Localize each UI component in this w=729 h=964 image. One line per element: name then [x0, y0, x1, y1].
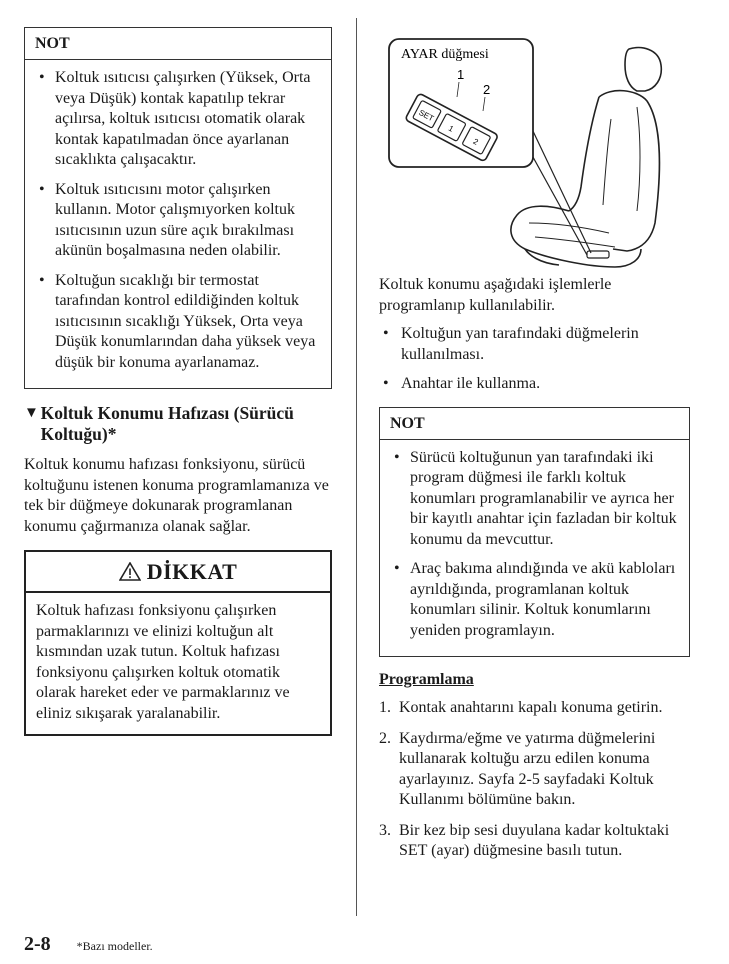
note-box-memory: [379, 407, 690, 658]
caution-box: [24, 550, 332, 736]
page-footer: [24, 933, 153, 956]
page-number: 2-8: [24, 933, 51, 955]
note-list: [25, 60, 331, 388]
note-box-heater: [24, 27, 332, 389]
caution-text: Koltuk hafızası fonksiyonu çalışırken parmaklarınızı ve elinizi koltuğun alt kısmından uzak tutun. Koltuk hafızası fonksiyonu çalışırken koltuk otomatik olarak hareket eder ve parmaklarınız ve eliniz sıkışarak yaralanabilir.: [36, 602, 290, 722]
step-text: Kontak anahtarını kapalı konuma getirin.: [399, 699, 663, 716]
programming-subheading: Programlama: [379, 671, 474, 688]
seat-illustration: [379, 27, 684, 269]
left-column: [24, 27, 332, 736]
figure-label-1: 1: [457, 67, 465, 82]
caution-heading: [26, 552, 330, 593]
step-number: 1.: [379, 699, 391, 716]
section-triangle-icon: ▼: [24, 405, 39, 421]
section-title-text: Koltuk Konumu Hafızası (Sürücü Koltuğu)*: [40, 403, 294, 444]
note-heading: NOT: [380, 408, 689, 440]
method-item: • Anahtar ile kullanma.: [379, 374, 690, 395]
right-column: [379, 27, 690, 872]
note-heading: NOT: [25, 28, 331, 60]
button-2-label: 2: [471, 136, 480, 147]
callout-label: AYAR düğmesi: [401, 47, 489, 62]
step-number: 3.: [379, 821, 391, 839]
step-text: Bir kez bip sesi duyulana kadar koltuktaki SET (ayar) düğmesine basılı tutun.: [399, 821, 670, 859]
button-1-label: 1: [446, 123, 456, 134]
note-list: [380, 440, 689, 657]
step-number: 2.: [379, 729, 391, 747]
footnote: *Bazı modeller.: [76, 939, 153, 953]
method-item: • Koltuğun yan tarafındaki düğmelerin kullanılması.: [379, 324, 690, 365]
programming-intro: Koltuk konumu aşağıdaki işlemlerle programlanıp kullanılabilir.: [379, 276, 612, 314]
step-text: Kaydırma/eğme ve yatırma düğmelerini kullanarak koltuğu arzu edilen konuma ayarlayınız. Sayfa 2-5 sayfadaki Koltuk Kullanımı bölümüne bakın.: [399, 729, 656, 808]
set-button-label: SET: [417, 107, 436, 124]
note-item: • Koltuğun sıcaklığı bir termostat tarafından kontrol edildiğinden koltuk ısıtıcısının sıcaklığı Yüksek, Orta veya Düşük konumlarından daha yüksek veya düşük bir konuma ayarlanamaz.: [35, 271, 321, 374]
step-item: [379, 698, 690, 719]
column-divider: [356, 18, 357, 916]
note-item: • Araç bakıma alındığında ve akü kabloları ayrıldığında, programlanan koltuk konumları silinir. Koltuk konumlarını yeniden programlayın.: [390, 559, 679, 641]
figure-label-2: 2: [483, 82, 491, 97]
note-item: • Koltuk ısıtıcısı çalışırken (Yüksek, Orta veya Düşük) kontak kapatılıp tekrar açılırsa, koltuk ısıtıcısı otomatik olarak kontak kapatılmadan önce ayarlanan sıcaklıkta çalışacaktır.: [35, 68, 321, 171]
step-item: [379, 821, 690, 862]
seat-drawing: [379, 27, 684, 269]
warning-triangle-icon: [119, 562, 141, 581]
step-list: [379, 698, 690, 862]
intro-paragraph: Koltuk konumu hafızası fonksiyonu, sürücü koltuğunu istenen konuma programlamanıza ve tek bir düğmeye dokunarak programlanan konumu çağırmanıza olanak sağlar.: [24, 456, 329, 535]
step-item: [379, 729, 690, 811]
section-title: [24, 403, 332, 445]
note-item: • Sürücü koltuğunun yan tarafındaki iki program düğmesi ile farklı koltuk konumları programlanabilir ve ayrıca her bir kayıtlı anahtar için fazladan bir koltuk konumu da mevcuttur.: [390, 448, 679, 551]
caution-heading-text: DİKKAT: [146, 559, 238, 584]
note-item: • Koltuk ısıtıcısını motor çalışırken kullanın. Motor çalışmıyorken koltuk ısıtıcısının uzun süre açık bırakılması akünün boşalmasına neden olabilir.: [35, 180, 321, 262]
method-list: [379, 324, 690, 395]
